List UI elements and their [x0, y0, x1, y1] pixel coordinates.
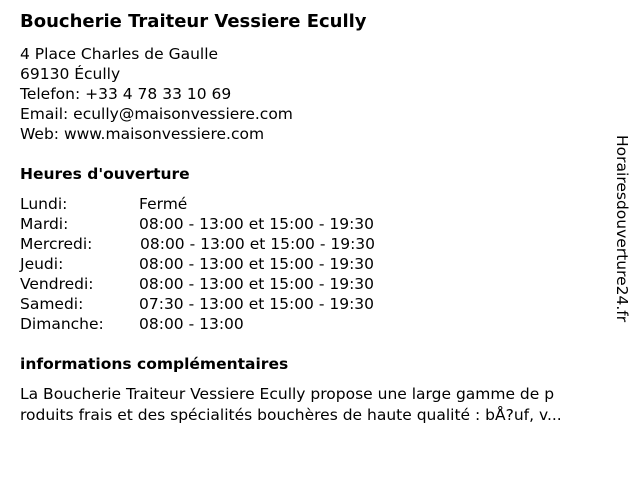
- address-city: 69130 Écully: [20, 65, 121, 83]
- hours-value: 08:00 - 13:00 et 15:00 - 19:30: [140, 235, 376, 253]
- day-label: Mardi:: [20, 215, 69, 233]
- day-label: Samedi:: [20, 295, 84, 313]
- info-line-1: La Boucherie Traiteur Vessiere Ecully propose une large gamme de p: [20, 385, 555, 403]
- web-line: Web: www.maisonvessiere.com: [20, 125, 265, 143]
- info-heading: informations complémentaires: [20, 355, 289, 373]
- hours-value: 08:00 - 13:00 et 15:00 - 19:30: [139, 275, 375, 293]
- hours-heading: Heures d'ouverture: [20, 165, 190, 183]
- day-label: Vendredi:: [20, 275, 94, 293]
- hours-value: 08:00 - 13:00 et 15:00 - 19:30: [139, 215, 375, 233]
- day-label: Mercredi:: [20, 235, 93, 253]
- business-name: Boucherie Traiteur Vessiere Ecully: [20, 11, 367, 32]
- phone-line: Telefon: +33 4 78 33 10 69: [20, 85, 232, 103]
- hours-value: 07:30 - 13:00 et 15:00 - 19:30: [139, 295, 375, 313]
- day-label: Dimanche:: [20, 315, 104, 333]
- hours-value: 08:00 - 13:00: [139, 315, 244, 333]
- site-watermark: Horairesdouverture24.fr: [613, 135, 631, 323]
- hours-value: Fermé: [139, 195, 188, 213]
- day-label: Jeudi:: [20, 255, 64, 273]
- hours-value: 08:00 - 13:00 et 15:00 - 19:30: [139, 255, 375, 273]
- info-description: [20, 384, 620, 426]
- contact-block: [20, 44, 293, 144]
- info-line-2: roduits frais et des spécialités bouchères de haute qualité : bÅ?uf, v...: [20, 406, 562, 424]
- email-line: Email: ecully@maisonvessiere.com: [20, 105, 293, 123]
- day-label: Lundi:: [20, 195, 68, 213]
- address-street: 4 Place Charles de Gaulle: [20, 45, 219, 63]
